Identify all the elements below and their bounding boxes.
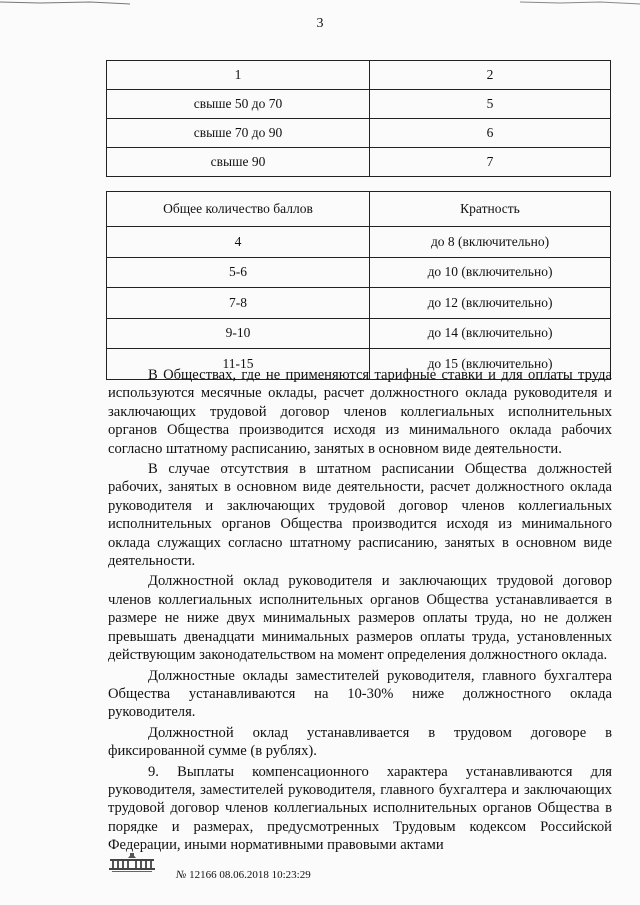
table-cell: 7 (370, 148, 611, 177)
registration-datetime: 08.06.2018 10:23:29 (219, 869, 311, 881)
table-row (107, 288, 611, 319)
paragraph: В Обществах, где не применяются тарифные ставки и для оплаты труда используются месячные оклады, расчет должностного оклада руководителя и заключающих трудовой договор членов коллегиальных исполнительных органов Общества производится исходя из минимального оклада рабочих согласно штатному расписанию, занятых в основном виде деятельности. (108, 367, 612, 457)
table-cell: свыше 90 (107, 148, 370, 177)
table-header-row (107, 61, 611, 90)
table-cell: 5-6 (107, 257, 370, 288)
table-cell: до 12 (включительно) (370, 288, 611, 319)
paragraph: В случае отсутствия в штатном расписании Общества должностей рабочих, занятых в основном виде деятельности, расчет должностного оклада руководителя и заключающих трудовой договор членов коллегиальных исполнительных органов Общества производится исходя из минимального оклада служащих согласно штатному расписанию, занятых в основном виде деятельности. (108, 461, 612, 570)
paragraph: 9. Выплаты компенсационного характера устанавливаются для руководителя, заместителей руководителя, главного бухгалтера и заключающих трудовой договор членов коллегиальных исполнительных органов Общества в порядке и размерах, предусмотренных Трудовым кодексом Российской Федерации, иными нормативными правовыми актами (108, 763, 612, 854)
table-header-cell: 2 (370, 61, 611, 90)
scan-edge-mark (0, 0, 640, 12)
table-row (107, 318, 611, 349)
table-row (107, 257, 611, 288)
table-row (107, 148, 611, 177)
table-header-cell: Кратность (370, 192, 611, 227)
paragraph: Должностной оклад руководителя и заключающих трудовой договор членов коллегиальных исполнительных органов Общества устанавливается в размере не ниже двух минимальных размеров оплаты труда, но не должен превышать двенадцати минимальных размеров оплаты труда, установленных действующим законодательством на момент определения должностного оклада. (108, 573, 612, 664)
document-body (108, 366, 612, 855)
multiplier-table (106, 191, 611, 380)
table-cell: до 15 (включительно) (370, 349, 611, 380)
table-cell: до 8 (включительно) (370, 227, 611, 258)
table-cell: 5 (370, 90, 611, 119)
table-header-row (107, 192, 611, 227)
table-cell: 4 (107, 227, 370, 258)
table-cell: 9-10 (107, 318, 370, 349)
table-row (107, 227, 611, 258)
table-cell: до 10 (включительно) (370, 257, 611, 288)
table-cell: 6 (370, 119, 611, 148)
table-cell: 7-8 (107, 288, 370, 319)
paragraph: Должностные оклады заместителей руководителя, главного бухгалтера Общества устанавливаются на 10-30% ниже должностного оклада руководителя. (108, 667, 612, 721)
building-seal-icon (108, 851, 156, 873)
registration-number: 12166 (189, 869, 217, 881)
number-sign: № (176, 869, 187, 881)
paragraph: Должностной оклад устанавливается в трудовом договоре в фиксированной сумме (в рублях). (108, 724, 612, 760)
table-cell: свыше 70 до 90 (107, 119, 370, 148)
page-number: 3 (316, 16, 324, 31)
table-header-cell: Общее количество баллов (107, 192, 370, 227)
registration-stamp (176, 869, 311, 881)
points-table-continued (106, 60, 611, 177)
table-cell: 11-15 (107, 349, 370, 380)
table-cell: до 14 (включительно) (370, 318, 611, 349)
table-header-cell: 1 (107, 61, 370, 90)
table-row (107, 90, 611, 119)
table-cell: свыше 50 до 70 (107, 90, 370, 119)
table-row (107, 119, 611, 148)
